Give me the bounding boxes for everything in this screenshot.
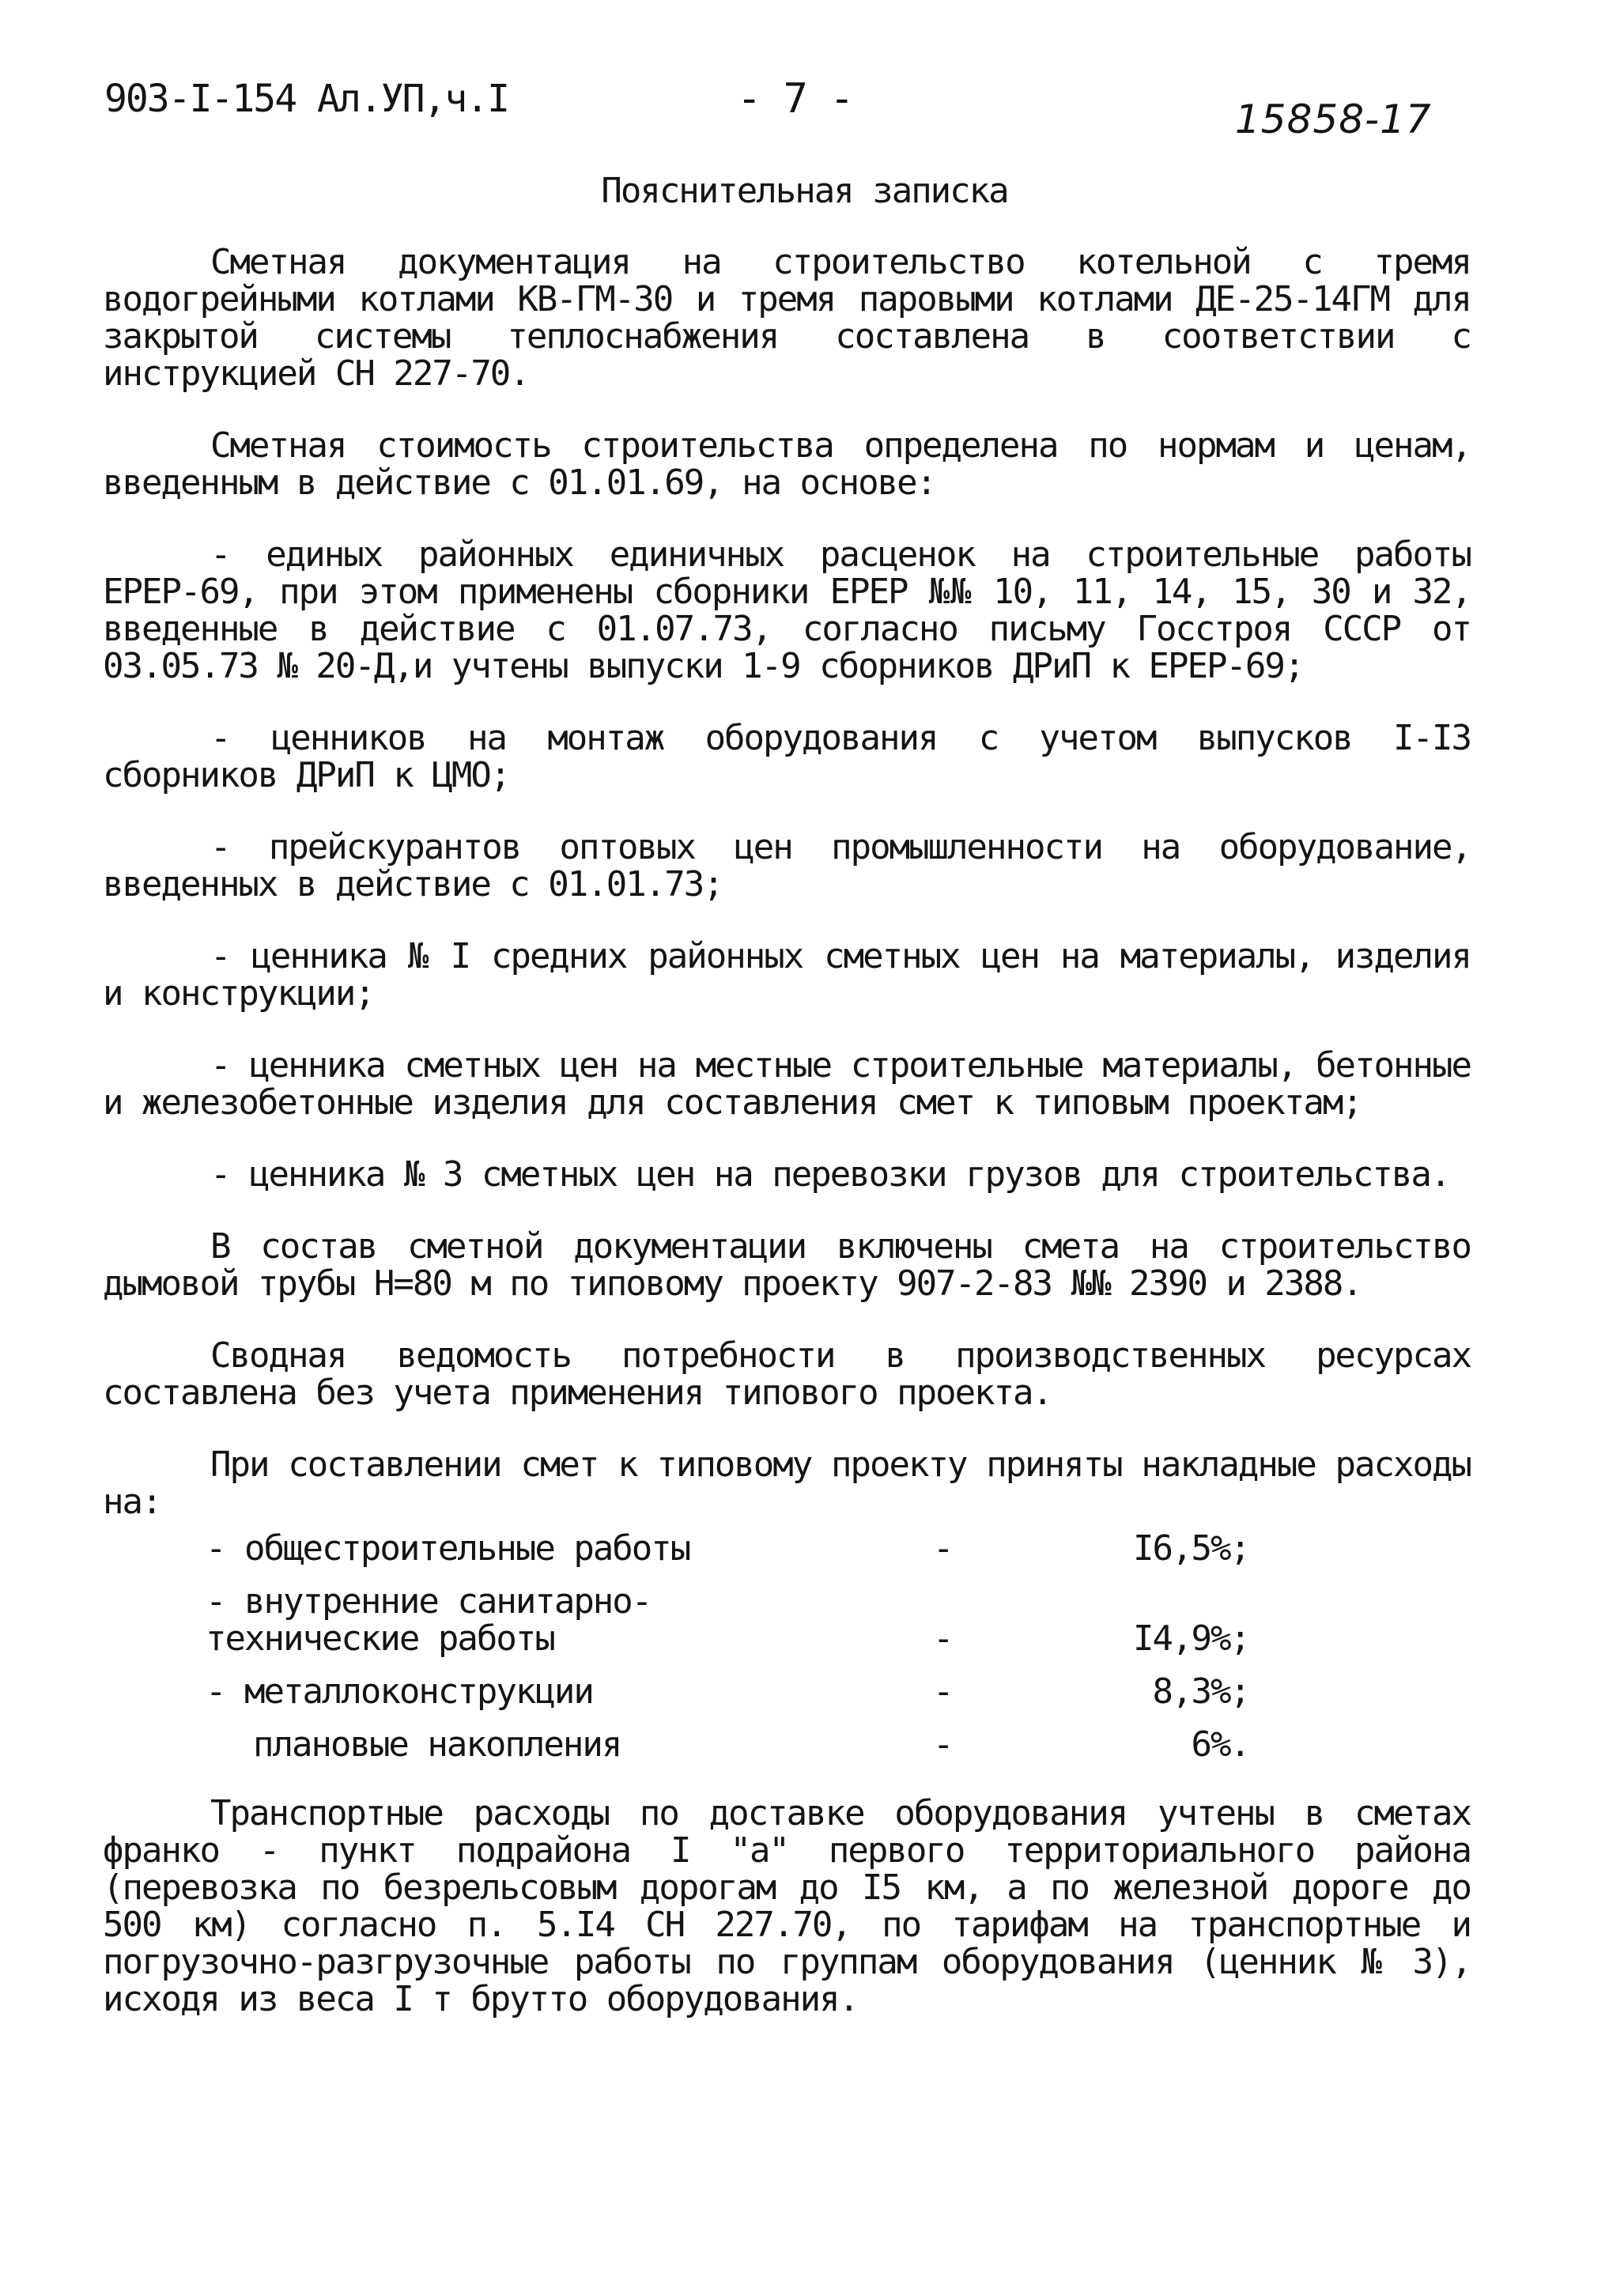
overhead-dash: - — [933, 1618, 953, 1659]
paragraph: - ценника № 3 сметных цен на перевозки грузов для строительства. — [210, 1154, 1450, 1195]
document-body — [103, 244, 1471, 2052]
overhead-label: - общестроительные работы — [206, 1528, 690, 1569]
overhead-item — [103, 1726, 1471, 1763]
overhead-list — [103, 1530, 1471, 1763]
overhead-label: - внутренние санитарно-технические работы — [206, 1581, 652, 1659]
overhead-dash: - — [933, 1528, 953, 1569]
overhead-label: - металлоконструкции — [206, 1671, 593, 1712]
inventory-number: 15858-17 — [1235, 96, 1432, 142]
overhead-item — [103, 1583, 1471, 1657]
overhead-value: I6,5%; — [1133, 1528, 1249, 1569]
paragraph: В состав сметной документации включены смета на строительство дымовой трубы Н=80 м по типовому проекту 907-2-83 №№ 2390 и 2388. — [103, 1226, 1471, 1304]
paragraph: Транспортные расходы по доставке оборудования учтены в сметах франко - пункт подрайона I "а" первого территориального района (перевозка по безрельсовым дорогам до I5 км, а по железной дороге до 500 км) согласно п. 5.I4 СН 227.70, по тарифам на транспортные и погрузочно-разгрузочные работы по группам оборудования (ценник № 3), исходя из веса I т брутто оборудования. — [103, 1793, 1471, 2019]
overhead-item — [103, 1673, 1471, 1710]
paragraph: Сводная ведомость потребности в производственных ресурсах составлена без учета применения типового проекта. — [103, 1335, 1471, 1413]
overhead-dash: - — [933, 1724, 953, 1765]
overhead-dash: - — [933, 1671, 953, 1712]
overhead-item — [103, 1530, 1471, 1567]
paragraph: - ценника № I средних районных сметных цен на материалы, изделия и конструкции; — [103, 936, 1471, 1014]
paragraph: - ценников на монтаж оборудования с учетом выпусков I-I3 сборников ДРиП к ЦМО; — [103, 718, 1471, 795]
paragraph: - ценника сметных цен на местные строительные материалы, бетонные и железобетонные изделия для составления смет к типовым проектам; — [103, 1045, 1471, 1123]
paragraph: Сметная документация на строительство котельной с тремя водогрейными котлами КВ-ГМ-30 и тремя паровыми котлами ДЕ-25-14ГМ для закрытой системы теплоснабжения составлена в соответствии с инструкцией СН 227-70. — [103, 242, 1471, 394]
overhead-value: I4,9%; — [1133, 1618, 1249, 1659]
overhead-value: 8,3%; — [1152, 1671, 1249, 1712]
paragraph: Сметная стоимость строительства определена по нормам и ценам, введенным в действие с 01.01.69, на основе: — [103, 425, 1471, 503]
paragraph: - единых районных единичных расценок на строительные работы ЕРЕР-69, при этом применены сборники ЕРЕР №№ 10, 11, 14, 15, 30 и 32, введенные в действие с 01.07.73, согласно письму Госстроя СССР от 03.05.73 № 20-Д,и учтены выпуски 1-9 сборников ДРиП к ЕРЕР-69; — [103, 534, 1471, 686]
overhead-label: плановые накопления — [253, 1724, 621, 1765]
overhead-value: 6%. — [1191, 1724, 1249, 1765]
page-number: - 7 - — [737, 75, 853, 123]
paragraph: - прейскурантов оптовых цен промышленности на оборудование, введенных в действие с 01.01.73; — [103, 827, 1471, 904]
page-title: Пояснительная записка — [601, 171, 1008, 211]
document-code: 903-I-154 Ал.УП,ч.I — [104, 77, 509, 121]
paragraph: При составлении смет к типовому проекту приняты накладные расходы на: — [103, 1444, 1471, 1522]
